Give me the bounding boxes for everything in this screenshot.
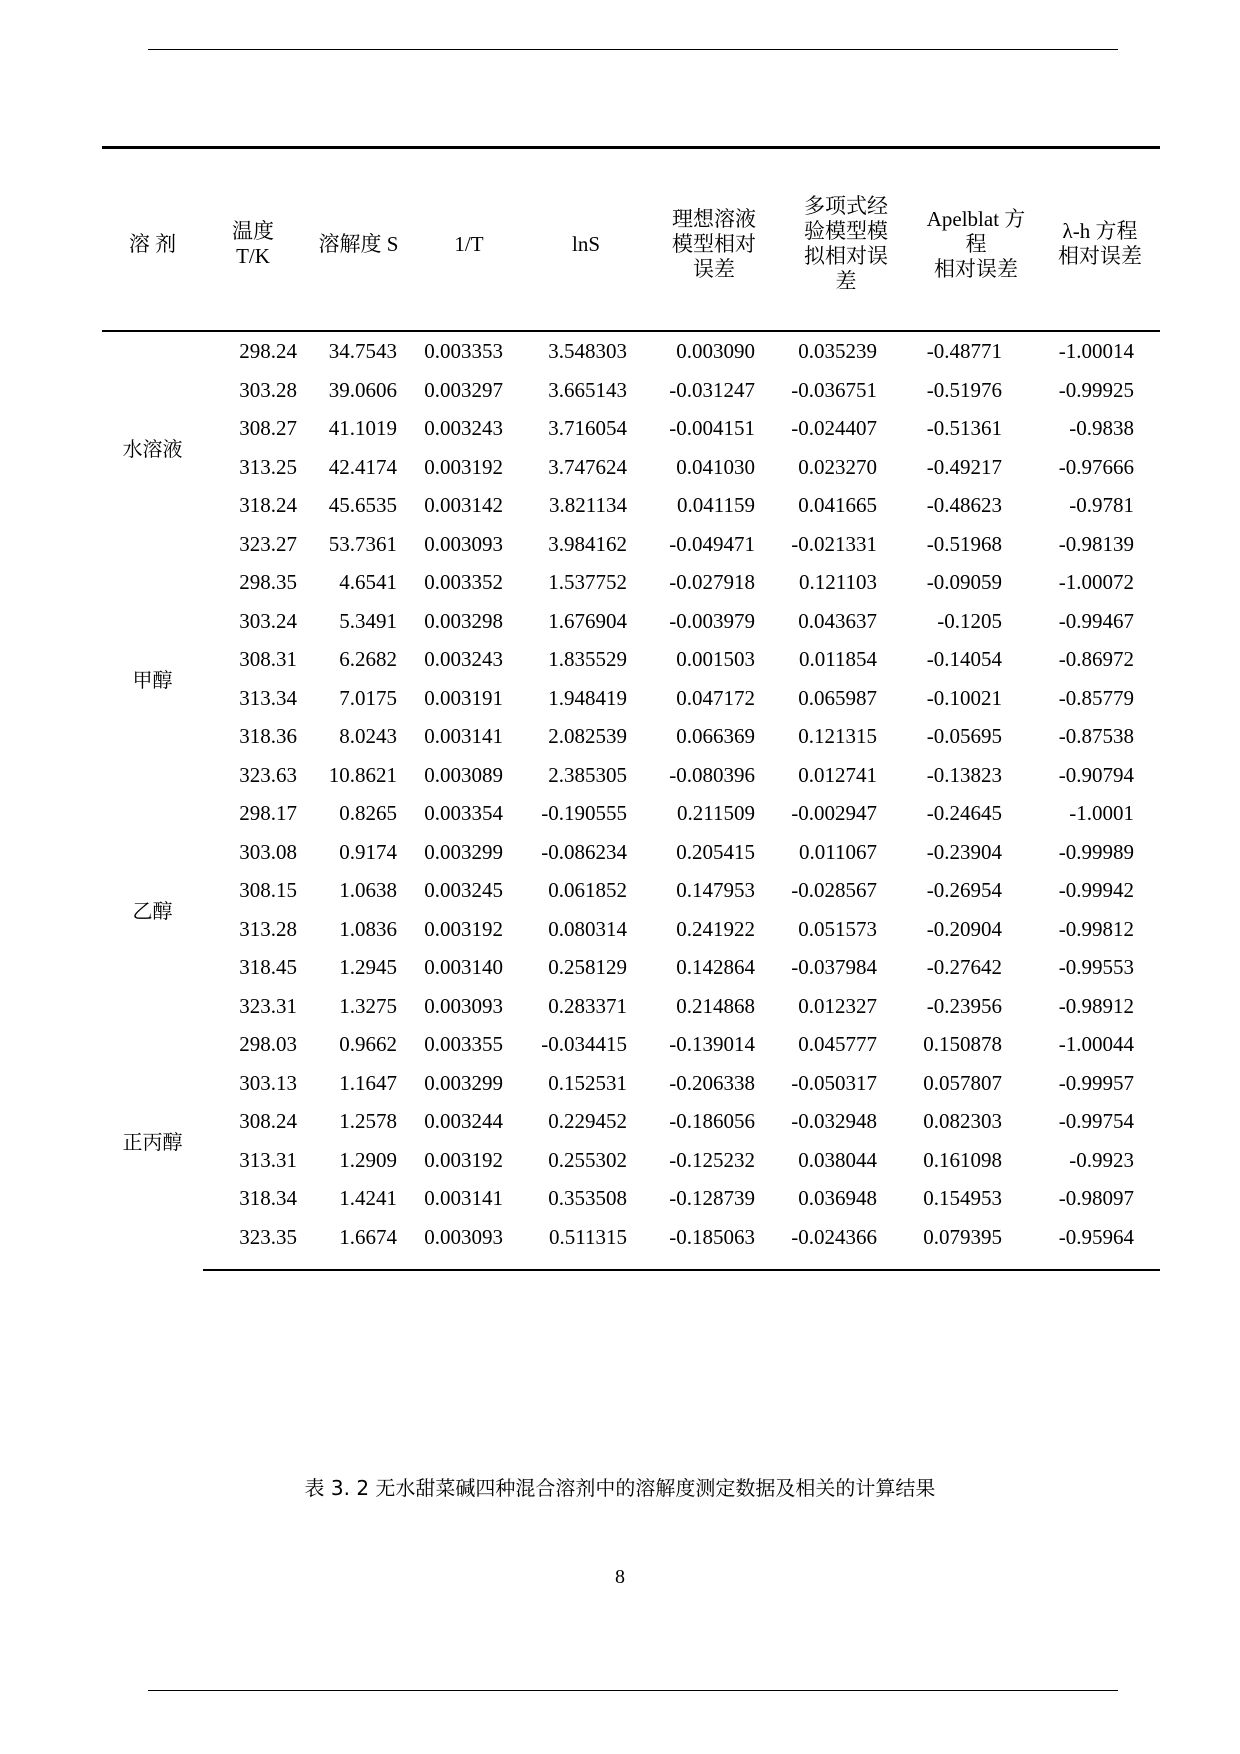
cell-polynomial-error: 0.023270	[798, 454, 877, 479]
cell-ln-s: 3.747624	[548, 454, 627, 479]
table-row	[203, 332, 1160, 370]
cell-lambda-h-error: -0.99467	[1058, 608, 1134, 633]
header-solubility: 溶解度 S	[318, 231, 399, 256]
table-row	[203, 871, 1160, 909]
cell-inverse-temperature: 0.003297	[424, 377, 503, 402]
cell-apelblat-error: 0.079395	[923, 1224, 1002, 1249]
table-row	[203, 1179, 1160, 1217]
cell-temperature: 318.36	[239, 724, 297, 748]
cell-polynomial-error: 0.012327	[798, 993, 877, 1018]
cell-apelblat-error: -0.20904	[926, 916, 1002, 941]
cell-polynomial-error: -0.024407	[791, 416, 877, 440]
header-lambda-h-error: λ-h 方程 相对误差	[1058, 219, 1142, 268]
cell-temperature: 308.31	[239, 647, 297, 671]
cell-temperature: 313.34	[239, 685, 297, 710]
cell-lambda-h-error: -0.99942	[1058, 878, 1134, 902]
cell-ideal-error: -0.186056	[669, 1109, 755, 1133]
cell-inverse-temperature: 0.003353	[424, 339, 503, 363]
table-row	[203, 1218, 1160, 1256]
header-temperature: 温度 T/K	[232, 219, 274, 268]
cell-inverse-temperature: 0.003243	[424, 647, 503, 671]
cell-lambda-h-error: -0.99925	[1058, 377, 1134, 402]
cell-apelblat-error: -0.05695	[926, 724, 1002, 748]
table-top-rule	[102, 146, 1160, 149]
footer-rule	[148, 1690, 1118, 1691]
header-inverse-temperature: 1/T	[454, 231, 484, 256]
table-row	[203, 756, 1160, 794]
cell-lambda-h-error: -1.00014	[1058, 339, 1134, 363]
cell-solubility: 10.8621	[328, 762, 397, 787]
table-row	[203, 910, 1160, 948]
cell-apelblat-error: -0.14054	[926, 647, 1002, 671]
table-row	[203, 1064, 1160, 1102]
solvent-group-label: 乙醇	[132, 899, 173, 923]
cell-temperature: 298.03	[239, 1032, 297, 1056]
cell-solubility: 1.6674	[339, 1224, 397, 1249]
cell-ideal-error: -0.185063	[669, 1224, 755, 1249]
cell-solubility: 1.0638	[339, 878, 397, 902]
cell-ideal-error: 0.047172	[676, 685, 755, 710]
cell-ln-s: 3.716054	[548, 416, 627, 440]
cell-lambda-h-error: -1.00072	[1058, 570, 1134, 594]
cell-lambda-h-error: -0.99754	[1058, 1109, 1134, 1133]
table-row	[203, 679, 1160, 717]
table-row	[203, 1102, 1160, 1140]
cell-apelblat-error: 0.082303	[923, 1109, 1002, 1133]
cell-inverse-temperature: 0.003354	[424, 801, 503, 825]
cell-ideal-error: 0.066369	[676, 724, 755, 748]
cell-inverse-temperature: 0.003298	[424, 608, 503, 633]
cell-ideal-error: 0.001503	[676, 647, 755, 671]
cell-apelblat-error: 0.150878	[923, 1032, 1002, 1056]
solvent-group-label: 甲醇	[132, 668, 173, 692]
cell-lambda-h-error: -0.9781	[1069, 493, 1134, 517]
cell-ln-s: 0.258129	[548, 955, 627, 979]
cell-solubility: 45.6535	[328, 493, 397, 517]
cell-apelblat-error: 0.161098	[923, 1147, 1002, 1172]
cell-solubility: 1.2909	[339, 1147, 397, 1172]
cell-ideal-error: -0.003979	[669, 608, 755, 633]
cell-solubility: 53.7361	[328, 531, 397, 556]
cell-polynomial-error: 0.036948	[798, 1186, 877, 1210]
cell-ln-s: 0.229452	[548, 1109, 627, 1133]
cell-ln-s: 3.665143	[548, 377, 627, 402]
cell-inverse-temperature: 0.003192	[424, 1147, 503, 1172]
table-row	[203, 409, 1160, 447]
cell-temperature: 318.34	[239, 1186, 297, 1210]
header-polynomial-model-error: 多项式经 验模型模 拟相对误 差	[804, 194, 888, 293]
cell-lambda-h-error: -0.97666	[1058, 454, 1134, 479]
cell-solubility: 6.2682	[339, 647, 397, 671]
cell-temperature: 298.35	[239, 570, 297, 594]
cell-ideal-error: 0.214868	[676, 993, 755, 1018]
cell-temperature: 318.45	[239, 955, 297, 979]
cell-lambda-h-error: -0.90794	[1058, 762, 1134, 787]
cell-polynomial-error: 0.051573	[798, 916, 877, 941]
cell-inverse-temperature: 0.003089	[424, 762, 503, 787]
cell-inverse-temperature: 0.003245	[424, 878, 503, 902]
cell-solubility: 39.0606	[328, 377, 397, 402]
table-caption: 表 3. 2 无水甜菜碱四种混合溶剂中的溶解度测定数据及相关的计算结果	[304, 1476, 936, 1500]
cell-temperature: 323.35	[239, 1224, 297, 1249]
cell-apelblat-error: 0.154953	[923, 1186, 1002, 1210]
cell-ln-s: -0.190555	[541, 801, 627, 825]
table-row	[203, 717, 1160, 755]
cell-apelblat-error: -0.49217	[926, 454, 1002, 479]
cell-apelblat-error: -0.48623	[926, 493, 1002, 517]
cell-ideal-error: 0.142864	[676, 955, 755, 979]
cell-lambda-h-error: -1.00044	[1058, 1032, 1134, 1056]
cell-lambda-h-error: -0.99812	[1058, 916, 1134, 941]
cell-ln-s: 1.537752	[548, 570, 627, 594]
cell-apelblat-error: -0.26954	[926, 878, 1002, 902]
cell-apelblat-error: -0.51976	[926, 377, 1002, 402]
cell-temperature: 303.28	[239, 377, 297, 402]
cell-temperature: 308.15	[239, 878, 297, 902]
cell-inverse-temperature: 0.003140	[424, 955, 503, 979]
cell-inverse-temperature: 0.003191	[424, 685, 503, 710]
cell-inverse-temperature: 0.003352	[424, 570, 503, 594]
cell-temperature: 298.17	[239, 801, 297, 825]
cell-ideal-error: -0.128739	[669, 1186, 755, 1210]
cell-inverse-temperature: 0.003299	[424, 839, 503, 864]
header-apelblat-error: Apelblat 方 程 相对误差	[926, 206, 1026, 281]
cell-ideal-error: -0.027918	[669, 570, 755, 594]
table-row	[203, 640, 1160, 678]
cell-apelblat-error: -0.27642	[926, 955, 1002, 979]
cell-temperature: 303.13	[239, 1070, 297, 1095]
cell-solubility: 42.4174	[328, 454, 397, 479]
cell-polynomial-error: 0.121103	[799, 570, 877, 594]
cell-polynomial-error: 0.012741	[798, 762, 877, 787]
table-row	[203, 563, 1160, 601]
cell-inverse-temperature: 0.003192	[424, 916, 503, 941]
cell-ideal-error: -0.004151	[669, 416, 755, 440]
cell-lambda-h-error: -0.9838	[1069, 416, 1134, 440]
cell-temperature: 308.24	[239, 1109, 297, 1133]
cell-ideal-error: -0.139014	[669, 1032, 755, 1056]
cell-ideal-error: 0.211509	[677, 801, 755, 825]
cell-ideal-error: -0.049471	[669, 531, 755, 556]
table-row	[203, 602, 1160, 640]
cell-ideal-error: -0.080396	[669, 762, 755, 787]
cell-temperature: 318.24	[239, 493, 297, 517]
cell-ln-s: 0.283371	[548, 993, 627, 1018]
cell-inverse-temperature: 0.003192	[424, 454, 503, 479]
cell-apelblat-error: -0.09059	[926, 570, 1002, 594]
cell-solubility: 41.1019	[328, 416, 397, 440]
cell-apelblat-error: -0.10021	[926, 685, 1002, 710]
cell-inverse-temperature: 0.003299	[424, 1070, 503, 1095]
cell-inverse-temperature: 0.003244	[424, 1109, 503, 1133]
cell-apelblat-error: -0.23904	[926, 839, 1002, 864]
header-solvent: 溶 剂	[128, 231, 177, 256]
cell-ideal-error: 0.205415	[676, 839, 755, 864]
cell-ln-s: 0.255302	[548, 1147, 627, 1172]
cell-ln-s: 0.080314	[548, 916, 627, 941]
cell-lambda-h-error: -0.95964	[1058, 1224, 1134, 1249]
cell-apelblat-error: 0.057807	[923, 1070, 1002, 1095]
cell-polynomial-error: -0.021331	[791, 531, 877, 556]
cell-ideal-error: -0.206338	[669, 1070, 755, 1095]
table-row	[203, 794, 1160, 832]
cell-temperature: 323.27	[239, 531, 297, 556]
cell-lambda-h-error: -0.9923	[1069, 1147, 1134, 1172]
cell-lambda-h-error: -0.85779	[1058, 685, 1134, 710]
cell-ideal-error: 0.241922	[676, 916, 755, 941]
cell-polynomial-error: 0.045777	[798, 1032, 877, 1056]
cell-polynomial-error: 0.011067	[799, 839, 877, 864]
table-row	[203, 833, 1160, 871]
solvent-group-label: 水溶液	[122, 437, 183, 461]
cell-lambda-h-error: -1.0001	[1069, 801, 1134, 825]
cell-lambda-h-error: -0.98097	[1058, 1186, 1134, 1210]
cell-temperature: 323.31	[239, 993, 297, 1018]
table-row	[203, 1025, 1160, 1063]
cell-ln-s: 3.984162	[548, 531, 627, 556]
cell-apelblat-error: -0.51968	[926, 531, 1002, 556]
cell-solubility: 1.1647	[339, 1070, 397, 1095]
cell-polynomial-error: -0.028567	[791, 878, 877, 902]
cell-lambda-h-error: -0.87538	[1058, 724, 1134, 748]
table-row	[203, 448, 1160, 486]
cell-polynomial-error: 0.035239	[798, 339, 877, 363]
cell-lambda-h-error: -0.99989	[1058, 839, 1134, 864]
cell-solubility: 8.0243	[339, 724, 397, 748]
cell-solubility: 0.8265	[339, 801, 397, 825]
cell-ln-s: 3.821134	[549, 493, 627, 517]
cell-ln-s: -0.086234	[541, 839, 627, 864]
cell-solubility: 5.3491	[339, 608, 397, 633]
cell-lambda-h-error: -0.99957	[1058, 1070, 1134, 1095]
header-ln-s: lnS	[571, 231, 600, 256]
cell-lambda-h-error: -0.98912	[1058, 993, 1134, 1018]
cell-temperature: 303.08	[239, 839, 297, 864]
cell-inverse-temperature: 0.003243	[424, 416, 503, 440]
cell-solubility: 1.4241	[339, 1186, 397, 1210]
cell-apelblat-error: -0.48771	[926, 339, 1002, 363]
cell-ideal-error: -0.031247	[669, 377, 755, 402]
cell-inverse-temperature: 0.003141	[424, 724, 503, 748]
cell-solubility: 1.2945	[339, 955, 397, 979]
cell-ln-s: 0.152531	[548, 1070, 627, 1095]
cell-temperature: 303.24	[239, 608, 297, 633]
cell-ideal-error: 0.041159	[677, 493, 755, 517]
cell-polynomial-error: 0.041665	[798, 493, 877, 517]
cell-polynomial-error: 0.121315	[798, 724, 877, 748]
header-rule	[148, 49, 1118, 50]
cell-inverse-temperature: 0.003355	[424, 1032, 503, 1056]
cell-lambda-h-error: -0.99553	[1058, 955, 1134, 979]
cell-polynomial-error: 0.011854	[799, 647, 877, 671]
cell-apelblat-error: -0.51361	[926, 416, 1002, 440]
cell-inverse-temperature: 0.003142	[424, 493, 503, 517]
cell-solubility: 1.2578	[339, 1109, 397, 1133]
cell-solubility: 7.0175	[339, 685, 397, 710]
table-bottom-rule	[203, 1269, 1160, 1271]
cell-apelblat-error: -0.13823	[926, 762, 1002, 787]
cell-solubility: 34.7543	[328, 339, 397, 363]
cell-polynomial-error: 0.043637	[798, 608, 877, 633]
cell-polynomial-error: 0.065987	[798, 685, 877, 710]
cell-ln-s: 1.835529	[548, 647, 627, 671]
table-row	[203, 525, 1160, 563]
cell-apelblat-error: -0.1205	[937, 608, 1002, 633]
cell-polynomial-error: 0.038044	[798, 1147, 877, 1172]
cell-inverse-temperature: 0.003093	[424, 531, 503, 556]
cell-ideal-error: 0.147953	[676, 878, 755, 902]
cell-ln-s: 0.511315	[549, 1224, 627, 1249]
cell-polynomial-error: -0.050317	[791, 1070, 877, 1095]
cell-temperature: 308.27	[239, 416, 297, 440]
cell-ln-s: 2.385305	[548, 762, 627, 787]
table-row	[203, 486, 1160, 524]
page-number: 8	[615, 1566, 625, 1588]
cell-polynomial-error: -0.037984	[791, 955, 877, 979]
cell-temperature: 313.31	[239, 1147, 297, 1172]
table-row	[203, 371, 1160, 409]
cell-inverse-temperature: 0.003141	[424, 1186, 503, 1210]
cell-apelblat-error: -0.23956	[926, 993, 1002, 1018]
table-row	[203, 948, 1160, 986]
cell-ln-s: 1.676904	[548, 608, 627, 633]
cell-solubility: 0.9662	[339, 1032, 397, 1056]
cell-polynomial-error: -0.036751	[791, 377, 877, 402]
cell-apelblat-error: -0.24645	[926, 801, 1002, 825]
cell-solubility: 4.6541	[339, 570, 397, 594]
header-ideal-solution-error: 理想溶液 模型相对 误差	[672, 206, 756, 281]
cell-ln-s: 0.353508	[548, 1186, 627, 1210]
cell-ln-s: 2.082539	[548, 724, 627, 748]
cell-ideal-error: -0.125232	[669, 1147, 755, 1172]
cell-solubility: 1.0836	[339, 916, 397, 941]
cell-temperature: 298.24	[239, 339, 297, 363]
table-row	[203, 1141, 1160, 1179]
cell-lambda-h-error: -0.98139	[1058, 531, 1134, 556]
solvent-group-label: 正丙醇	[122, 1130, 183, 1154]
cell-inverse-temperature: 0.003093	[424, 1224, 503, 1249]
cell-temperature: 313.28	[239, 916, 297, 941]
cell-inverse-temperature: 0.003093	[424, 993, 503, 1018]
cell-ln-s: 3.548303	[548, 339, 627, 363]
cell-temperature: 323.63	[239, 762, 297, 787]
cell-solubility: 1.3275	[339, 993, 397, 1018]
table-row	[203, 987, 1160, 1025]
cell-ln-s: 1.948419	[548, 685, 627, 710]
cell-polynomial-error: -0.002947	[791, 801, 877, 825]
cell-ideal-error: 0.041030	[676, 454, 755, 479]
cell-ln-s: -0.034415	[541, 1032, 627, 1056]
cell-lambda-h-error: -0.86972	[1058, 647, 1134, 671]
cell-ln-s: 0.061852	[548, 878, 627, 902]
cell-temperature: 313.25	[239, 454, 297, 479]
cell-polynomial-error: -0.024366	[791, 1224, 877, 1249]
cell-ideal-error: 0.003090	[676, 339, 755, 363]
cell-polynomial-error: -0.032948	[791, 1109, 877, 1133]
cell-solubility: 0.9174	[339, 839, 397, 864]
